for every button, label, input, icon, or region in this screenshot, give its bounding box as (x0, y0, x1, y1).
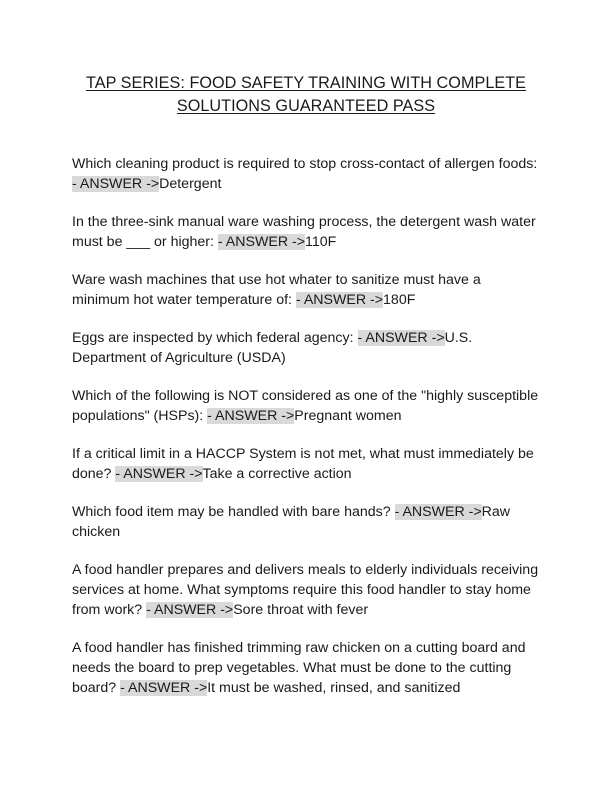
qa-item-6 (72, 444, 540, 484)
answer-marker: - ANSWER -> (146, 602, 234, 618)
question-text: Ware wash machines that use hot whater to sanitize must have a minimum hot water temperature of: (72, 272, 481, 308)
answer-text: Sore throat with fever (233, 602, 369, 618)
answer-text: Detergent (159, 176, 222, 192)
answer-text: U.S. Department of Agriculture (USDA) (72, 330, 473, 366)
answer-marker: - ANSWER -> (394, 504, 482, 520)
answer-marker: - ANSWER -> (207, 408, 295, 424)
question-text: Which cleaning product is required to stop cross-contact of allergen foods: (72, 156, 538, 172)
answer-text: Take a corrective action (202, 466, 352, 482)
answer-marker: - ANSWER -> (115, 466, 203, 482)
answer-marker: - ANSWER -> (357, 330, 445, 346)
qa-item-9 (72, 638, 540, 698)
qa-item-3 (72, 270, 540, 310)
answer-marker: - ANSWER -> (120, 680, 208, 696)
question-text: Which food item may be handled with bare hands? (72, 504, 395, 520)
answer-text: Raw chicken (72, 504, 511, 540)
question-text: A food handler prepares and delivers meals to elderly individuals receiving services at home. What symptoms require this food handler to stay home from work? (72, 562, 539, 618)
qa-item-8 (72, 560, 540, 620)
qa-item-7 (72, 502, 540, 542)
answer-text: 180F (383, 292, 416, 308)
answer-marker: - ANSWER -> (217, 234, 306, 250)
document-title: TAP SERIES: FOOD SAFETY TRAINING WITH COMPLETE SOLUTIONS GUARANTEED PASS (85, 74, 527, 115)
qa-item-5 (72, 386, 540, 426)
answer-text: Pregnant women (294, 408, 402, 424)
question-text: In the three-sink manual ware washing process, the detergent wash water must be ___ or higher: (72, 214, 536, 250)
question-text: If a critical limit in a HACCP System is not met, what must immediately be done? (72, 446, 534, 482)
question-text: Which of the following is NOT considered as one of the "highly susceptible populations" (HSPs): (72, 388, 539, 424)
answer-text: 110F (305, 234, 337, 250)
qa-item-4 (72, 328, 540, 368)
answer-marker: - ANSWER -> (295, 292, 384, 308)
question-text: Eggs are inspected by which federal agency: (72, 330, 358, 346)
qa-item-1 (72, 154, 540, 194)
question-text: A food handler has finished trimming raw chicken on a cutting board and needs the board to prep vegetables. What must be done to the cutting board? (72, 640, 526, 696)
answer-marker: - ANSWER -> (72, 176, 160, 192)
qa-item-2 (72, 212, 540, 252)
answer-text: It must be washed, rinsed, and sanitized (207, 680, 461, 696)
